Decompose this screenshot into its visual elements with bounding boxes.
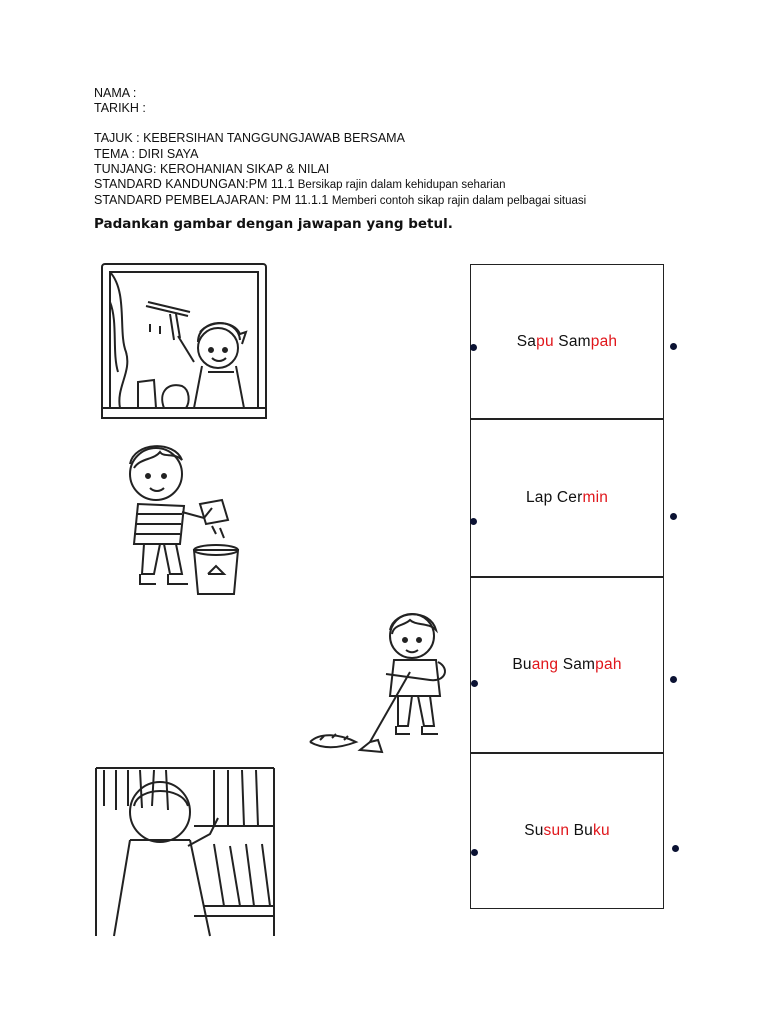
syllable-highlight: ku [593, 822, 610, 839]
answer-box-sapu-sampah [470, 264, 664, 419]
syllable: Bu [569, 822, 594, 839]
nama-field: NAMA : [94, 86, 137, 100]
tunjang-line: TUNJANG: KEROHANIAN SIKAP & NILAI [94, 161, 330, 176]
sp-text: Memberi contoh sikap rajin dalam pelbagai situasi [331, 195, 587, 208]
answer-label [524, 822, 610, 840]
match-dot-left-2[interactable] [470, 518, 477, 525]
syllable: Su [524, 822, 544, 839]
syllable-highlight: pah [595, 656, 622, 673]
worksheet-header [94, 86, 586, 209]
match-dot-left-1[interactable] [470, 344, 477, 351]
standard-kandungan-line [94, 177, 586, 193]
syllable-highlight: ang [531, 656, 559, 673]
syllable: Sam [558, 656, 596, 673]
window-cleaning-girl-picture [98, 262, 270, 422]
match-dot-right-2[interactable] [670, 513, 677, 520]
syllable: Lap Cer [525, 489, 583, 506]
syllable: Sa [516, 332, 537, 350]
instruction-text: Padankan gambar dengan jawapan yang betul. [94, 216, 453, 232]
answer-column [470, 264, 664, 909]
sk-text: Bersikap rajin dalam kehidupan seharian [297, 179, 506, 192]
answer-box-susun-buku [470, 753, 664, 909]
answer-box-lap-cermin [470, 419, 664, 577]
match-dot-right-1[interactable] [670, 343, 677, 350]
syllable-highlight: pu [536, 332, 554, 350]
standard-pembelajaran-line [94, 193, 586, 209]
answer-box-buang-sampah [470, 577, 664, 753]
answer-label [517, 333, 617, 351]
answer-label [526, 489, 608, 507]
tarikh-field: TARIKH : [94, 101, 146, 116]
match-dot-left-3[interactable] [471, 680, 478, 687]
syllable-highlight: sun [543, 822, 570, 839]
match-dot-right-3[interactable] [670, 676, 677, 683]
sp-label: STANDARD PEMBELAJARAN: PM 11.1.1 [94, 193, 332, 208]
sk-label: STANDARD KANDUNGAN:PM 11.1 [94, 177, 298, 192]
tema-line: TEMA : DIRI SAYA [94, 146, 199, 161]
match-dot-left-4[interactable] [471, 849, 478, 856]
syllable: Bu [512, 656, 532, 673]
match-dot-right-4[interactable] [672, 845, 679, 852]
answer-label [512, 656, 621, 674]
syllable-highlight: min [582, 489, 609, 506]
syllable-highlight: pah [590, 332, 618, 350]
boy-arranging-books-picture [94, 766, 276, 938]
boy-throwing-trash-picture [104, 434, 254, 604]
syllable: Sam [553, 332, 591, 350]
tajuk-line: TAJUK : KEBERSIHAN TANGGUNGJAWAB BERSAMA [94, 131, 405, 146]
boy-sweeping-picture [290, 602, 470, 762]
